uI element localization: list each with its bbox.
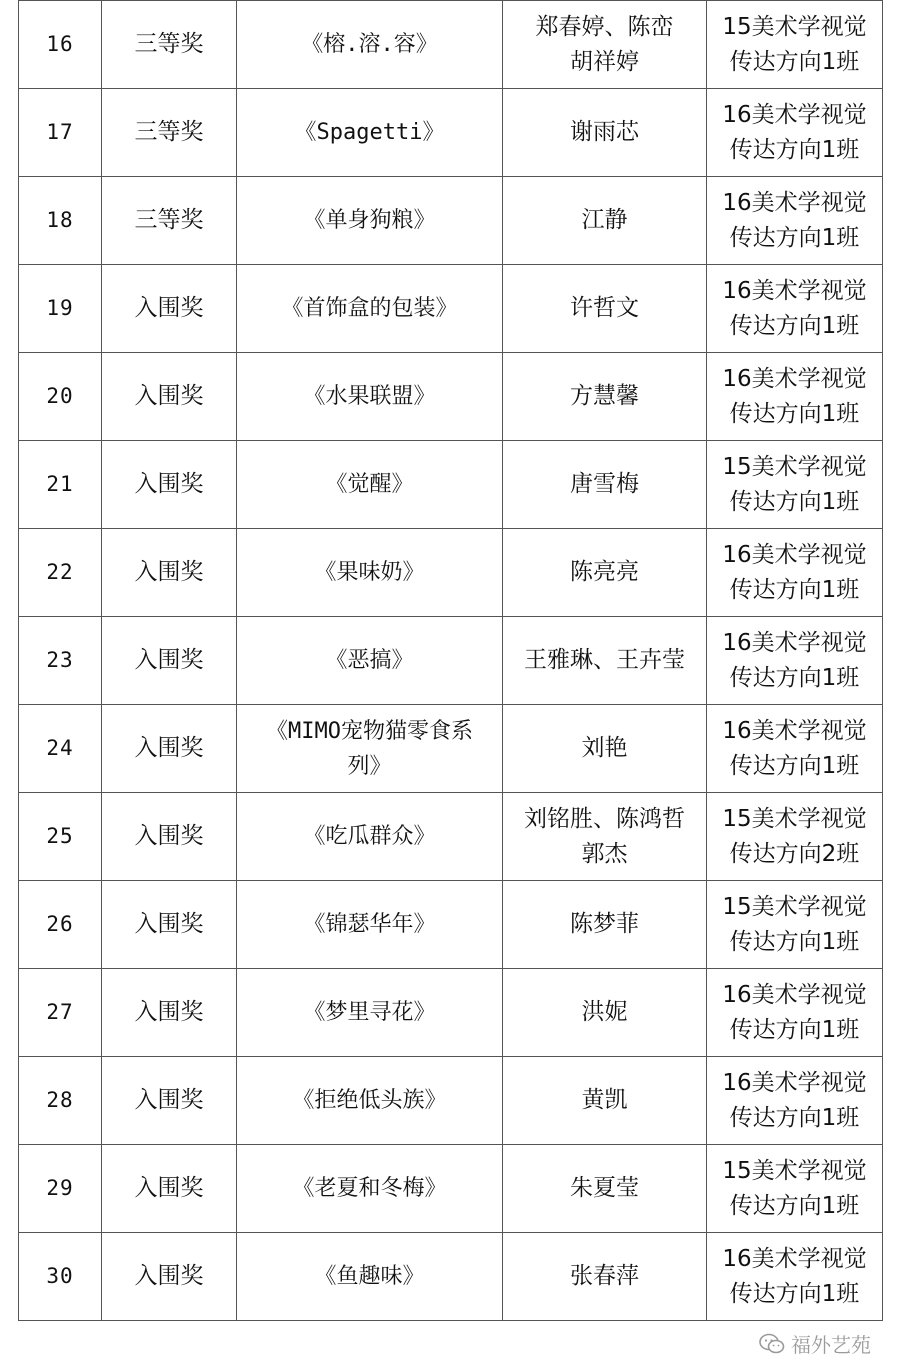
cell-text: 16美术学视觉 bbox=[722, 629, 867, 656]
cell-text: 18 bbox=[46, 208, 74, 232]
cell-award bbox=[102, 89, 237, 177]
cell-class bbox=[707, 353, 883, 441]
cell-number bbox=[19, 1057, 102, 1145]
cell-text: 27 bbox=[46, 1000, 74, 1024]
cell-title bbox=[237, 177, 503, 265]
cell-class bbox=[707, 617, 883, 705]
cell-title bbox=[237, 1057, 503, 1145]
cell-text: 朱夏莹 bbox=[570, 1175, 639, 1201]
cell-text: 16美术学视觉 bbox=[722, 277, 867, 304]
cell-authors bbox=[503, 793, 707, 881]
cell-authors bbox=[503, 1233, 707, 1321]
cell-text: 《MIMO宠物猫零食系 bbox=[266, 718, 473, 744]
cell-text: 传达方向2班 bbox=[729, 840, 860, 867]
cell-award bbox=[102, 1233, 237, 1321]
cell-class bbox=[707, 89, 883, 177]
cell-text: 《果味奶》 bbox=[314, 560, 425, 585]
cell-text: 30 bbox=[46, 1264, 74, 1288]
cell-authors bbox=[503, 265, 707, 353]
cell-authors bbox=[503, 617, 707, 705]
cell-text: 26 bbox=[46, 912, 74, 936]
cell-class bbox=[707, 793, 883, 881]
cell-text: 15美术学视觉 bbox=[722, 13, 867, 40]
cell-text: 16美术学视觉 bbox=[722, 541, 867, 568]
cell-text: 入围奖 bbox=[134, 1263, 204, 1289]
cell-text: 入围奖 bbox=[134, 1087, 204, 1113]
cell-class bbox=[707, 1145, 883, 1233]
watermark-text: 福外艺苑 bbox=[791, 1333, 871, 1357]
cell-text: 三等奖 bbox=[134, 207, 204, 233]
cell-text: 传达方向1班 bbox=[729, 48, 860, 75]
cell-award bbox=[102, 353, 237, 441]
cell-authors bbox=[503, 529, 707, 617]
cell-text: 陈亮亮 bbox=[570, 559, 639, 585]
cell-text: 传达方向1班 bbox=[729, 928, 860, 955]
cell-class bbox=[707, 441, 883, 529]
cell-text: 入围奖 bbox=[134, 1175, 204, 1201]
cell-number bbox=[19, 1233, 102, 1321]
table-row bbox=[19, 265, 883, 353]
cell-text: 郭杰 bbox=[581, 840, 628, 867]
cell-text: 23 bbox=[46, 648, 74, 672]
cell-title bbox=[237, 441, 503, 529]
cell-text: 传达方向1班 bbox=[729, 1280, 860, 1307]
cell-title bbox=[237, 705, 503, 793]
cell-text: 传达方向1班 bbox=[729, 1192, 860, 1219]
cell-text: 16 bbox=[46, 32, 74, 56]
cell-number bbox=[19, 441, 102, 529]
cell-title bbox=[237, 529, 503, 617]
cell-text: 入围奖 bbox=[134, 999, 204, 1025]
cell-title bbox=[237, 1233, 503, 1321]
cell-text: 29 bbox=[46, 1176, 74, 1200]
cell-text: 方慧馨 bbox=[570, 383, 639, 409]
cell-text: 《Spagetti》 bbox=[294, 120, 445, 145]
cell-number bbox=[19, 89, 102, 177]
awards-table-body bbox=[19, 1, 883, 1321]
cell-authors bbox=[503, 353, 707, 441]
cell-award bbox=[102, 793, 237, 881]
cell-award bbox=[102, 441, 237, 529]
cell-award bbox=[102, 529, 237, 617]
cell-class bbox=[707, 1233, 883, 1321]
cell-text: 《吃瓜群众》 bbox=[303, 824, 436, 849]
table-row bbox=[19, 1145, 883, 1233]
cell-text: 刘铭胜、陈鸿哲 bbox=[524, 805, 685, 832]
cell-authors bbox=[503, 705, 707, 793]
cell-title bbox=[237, 1145, 503, 1233]
cell-text: 17 bbox=[46, 120, 74, 144]
cell-text: 谢雨芯 bbox=[570, 119, 639, 145]
cell-text: 《觉醒》 bbox=[325, 472, 414, 497]
cell-title bbox=[237, 793, 503, 881]
cell-text: 15美术学视觉 bbox=[722, 1157, 867, 1184]
cell-title bbox=[237, 265, 503, 353]
table-row bbox=[19, 705, 883, 793]
cell-text: 《水果联盟》 bbox=[303, 384, 436, 409]
cell-number bbox=[19, 529, 102, 617]
cell-text: 刘艳 bbox=[581, 735, 628, 761]
cell-text: 20 bbox=[46, 384, 74, 408]
cell-text: 16美术学视觉 bbox=[722, 1069, 867, 1096]
cell-authors bbox=[503, 177, 707, 265]
cell-award bbox=[102, 969, 237, 1057]
cell-text: 16美术学视觉 bbox=[722, 1245, 867, 1272]
cell-text: 《单身狗粮》 bbox=[303, 208, 436, 233]
cell-title bbox=[237, 1, 503, 89]
cell-authors bbox=[503, 881, 707, 969]
cell-authors bbox=[503, 1057, 707, 1145]
cell-text: 《恶搞》 bbox=[325, 648, 414, 673]
cell-number bbox=[19, 1145, 102, 1233]
cell-award bbox=[102, 177, 237, 265]
cell-text: 传达方向1班 bbox=[729, 1016, 860, 1043]
cell-title bbox=[237, 353, 503, 441]
cell-text: 入围奖 bbox=[134, 295, 204, 321]
cell-text: 传达方向1班 bbox=[729, 400, 860, 427]
cell-text: 《梦里寻花》 bbox=[303, 1000, 436, 1025]
cell-text: 张春萍 bbox=[570, 1263, 639, 1289]
cell-text: 22 bbox=[46, 560, 74, 584]
cell-text: 传达方向1班 bbox=[729, 488, 860, 515]
cell-text: 胡祥婷 bbox=[570, 48, 639, 75]
cell-text: 三等奖 bbox=[134, 31, 204, 57]
cell-text: 28 bbox=[46, 1088, 74, 1112]
cell-title bbox=[237, 89, 503, 177]
cell-text: 16美术学视觉 bbox=[722, 981, 867, 1008]
cell-text: 王雅琳、王卉莹 bbox=[524, 647, 685, 673]
cell-number bbox=[19, 705, 102, 793]
cell-text: 列》 bbox=[347, 753, 392, 779]
cell-text: 《榕.溶.容》 bbox=[301, 32, 438, 57]
table-row bbox=[19, 177, 883, 265]
cell-title bbox=[237, 617, 503, 705]
table-row bbox=[19, 1233, 883, 1321]
cell-text: 21 bbox=[46, 472, 74, 496]
cell-text: 入围奖 bbox=[134, 559, 204, 585]
table-row bbox=[19, 617, 883, 705]
cell-class bbox=[707, 529, 883, 617]
cell-text: 传达方向1班 bbox=[729, 1104, 860, 1131]
cell-number bbox=[19, 617, 102, 705]
cell-text: 《鱼趣味》 bbox=[314, 1264, 425, 1289]
cell-text: 《老夏和冬梅》 bbox=[292, 1176, 447, 1201]
cell-number bbox=[19, 881, 102, 969]
cell-number bbox=[19, 265, 102, 353]
cell-number bbox=[19, 793, 102, 881]
cell-text: 传达方向1班 bbox=[729, 312, 860, 339]
cell-text: 入围奖 bbox=[134, 735, 204, 761]
cell-text: 《锦瑟华年》 bbox=[303, 912, 436, 937]
table-row bbox=[19, 89, 883, 177]
cell-class bbox=[707, 881, 883, 969]
awards-table bbox=[18, 0, 883, 1321]
wechat-icon bbox=[759, 1333, 785, 1355]
cell-award bbox=[102, 1145, 237, 1233]
cell-text: 16美术学视觉 bbox=[722, 101, 867, 128]
cell-text: 15美术学视觉 bbox=[722, 453, 867, 480]
cell-class bbox=[707, 705, 883, 793]
cell-award bbox=[102, 617, 237, 705]
cell-class bbox=[707, 1057, 883, 1145]
cell-text: 江静 bbox=[581, 207, 628, 233]
cell-award bbox=[102, 705, 237, 793]
cell-award bbox=[102, 265, 237, 353]
cell-text: 入围奖 bbox=[134, 911, 204, 937]
cell-text: 传达方向1班 bbox=[729, 224, 860, 251]
cell-authors bbox=[503, 1145, 707, 1233]
cell-text: 《拒绝低头族》 bbox=[292, 1088, 447, 1113]
cell-number bbox=[19, 1, 102, 89]
cell-award bbox=[102, 881, 237, 969]
table-row bbox=[19, 441, 883, 529]
cell-text: 入围奖 bbox=[134, 823, 204, 849]
cell-text: 入围奖 bbox=[134, 471, 204, 497]
cell-class bbox=[707, 177, 883, 265]
cell-number bbox=[19, 353, 102, 441]
cell-class bbox=[707, 265, 883, 353]
table-row bbox=[19, 1, 883, 89]
cell-text: 唐雪梅 bbox=[570, 471, 639, 497]
cell-text: 16美术学视觉 bbox=[722, 717, 867, 744]
cell-text: 入围奖 bbox=[134, 647, 204, 673]
watermark bbox=[759, 1329, 871, 1358]
cell-text: 郑春婷、陈峦 bbox=[535, 13, 674, 40]
table-row bbox=[19, 881, 883, 969]
table-row bbox=[19, 969, 883, 1057]
cell-text: 传达方向1班 bbox=[729, 136, 860, 163]
cell-text: 24 bbox=[46, 736, 74, 760]
cell-award bbox=[102, 1057, 237, 1145]
cell-class bbox=[707, 1, 883, 89]
cell-award bbox=[102, 1, 237, 89]
cell-number bbox=[19, 177, 102, 265]
cell-text: 15美术学视觉 bbox=[722, 893, 867, 920]
cell-number bbox=[19, 969, 102, 1057]
cell-text: 三等奖 bbox=[134, 119, 204, 145]
cell-authors bbox=[503, 1, 707, 89]
cell-text: 15美术学视觉 bbox=[722, 805, 867, 832]
cell-text: 陈梦菲 bbox=[570, 911, 639, 937]
table-row bbox=[19, 529, 883, 617]
cell-text: 25 bbox=[46, 824, 74, 848]
cell-text: 传达方向1班 bbox=[729, 752, 860, 779]
cell-text: 黄凯 bbox=[581, 1087, 628, 1113]
cell-text: 传达方向1班 bbox=[729, 664, 860, 691]
table-row bbox=[19, 353, 883, 441]
cell-authors bbox=[503, 969, 707, 1057]
cell-title bbox=[237, 881, 503, 969]
cell-text: 16美术学视觉 bbox=[722, 365, 867, 392]
cell-text: 16美术学视觉 bbox=[722, 189, 867, 216]
cell-text: 《首饰盒的包装》 bbox=[281, 296, 458, 321]
table-row bbox=[19, 1057, 883, 1145]
cell-authors bbox=[503, 89, 707, 177]
cell-text: 传达方向1班 bbox=[729, 576, 860, 603]
cell-title bbox=[237, 969, 503, 1057]
cell-text: 入围奖 bbox=[134, 383, 204, 409]
cell-authors bbox=[503, 441, 707, 529]
cell-text: 洪妮 bbox=[581, 999, 628, 1025]
cell-text: 许哲文 bbox=[570, 295, 639, 321]
cell-text: 19 bbox=[46, 296, 74, 320]
table-row bbox=[19, 793, 883, 881]
cell-class bbox=[707, 969, 883, 1057]
